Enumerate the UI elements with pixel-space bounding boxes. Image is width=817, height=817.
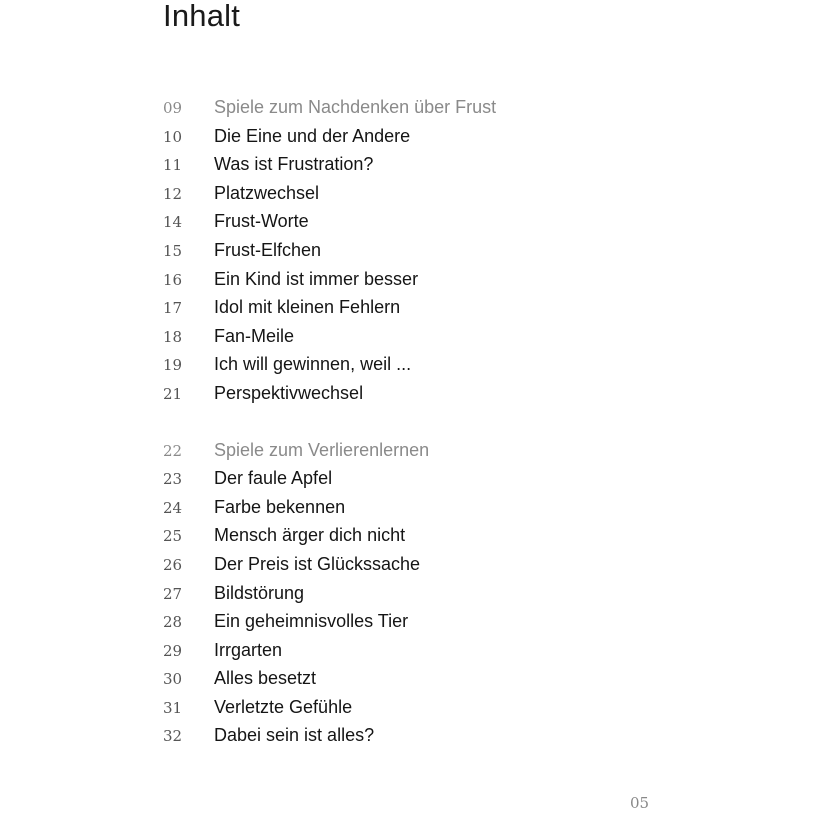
entry-page-number: 32 (163, 727, 183, 746)
toc-entry (163, 350, 663, 379)
entry-page-number: 25 (163, 527, 183, 546)
toc-entry (163, 607, 663, 636)
toc-section-verlieren (163, 436, 663, 751)
entry-title: Farbe bekennen (214, 496, 346, 517)
entry-page-number: 29 (163, 641, 183, 660)
toc-entry (163, 150, 663, 179)
entry-title: Dabei sein ist alles? (214, 725, 375, 746)
entry-page-number: 24 (163, 498, 183, 517)
entry-title: Alles besetzt (214, 668, 317, 689)
table-of-contents (163, 93, 663, 750)
toc-entry (163, 179, 663, 208)
entry-title: Ich will gewinnen, weil ... (214, 354, 412, 375)
entry-page-number: 10 (163, 127, 183, 146)
entry-title: Der Preis ist Glückssache (214, 553, 421, 574)
entry-page-number: 17 (163, 299, 183, 318)
toc-entry (163, 122, 663, 151)
section-page-number: 22 (163, 441, 183, 460)
entry-page-number: 15 (163, 241, 183, 260)
entry-page-number: 18 (163, 327, 183, 346)
toc-entry (163, 207, 663, 236)
toc-entry (163, 236, 663, 265)
page-number: 05 (630, 794, 650, 812)
toc-entry (163, 664, 663, 693)
entry-title: Irrgarten (214, 639, 283, 660)
entry-title: Fan-Meile (214, 325, 295, 346)
toc-entry (163, 464, 663, 493)
toc-entry (163, 550, 663, 579)
section-page-number: 09 (163, 99, 183, 117)
entry-page-number: 16 (163, 270, 183, 289)
entry-title: Bildstörung (214, 582, 305, 603)
page-title: Inhalt (163, 0, 241, 33)
entry-title: Perspektivwechsel (214, 382, 364, 403)
section-heading-label: Spiele zum Nachdenken über Frust (214, 97, 497, 117)
entry-title: Ein geheimnisvolles Tier (214, 611, 409, 632)
entry-title: Frust-Elfchen (214, 239, 322, 260)
entry-title: Ein Kind ist immer besser (214, 268, 419, 289)
toc-entry (163, 293, 663, 322)
toc-entry (163, 521, 663, 550)
toc-entry (163, 693, 663, 722)
entry-page-number: 12 (163, 184, 183, 203)
entry-page-number: 23 (163, 470, 183, 489)
entry-page-number: 31 (163, 698, 183, 717)
entry-title: Was ist Frustration? (214, 154, 374, 175)
entry-page-number: 28 (163, 613, 183, 632)
entry-page-number: 26 (163, 555, 183, 574)
entry-title: Frust-Worte (214, 211, 309, 232)
toc-entry (163, 493, 663, 522)
entry-page-number: 21 (163, 384, 183, 403)
entry-page-number: 11 (163, 156, 183, 175)
toc-section-frust (163, 93, 663, 408)
toc-entry (163, 322, 663, 351)
entry-page-number: 14 (163, 213, 183, 232)
section-heading (163, 93, 663, 122)
entry-page-number: 19 (163, 356, 183, 375)
toc-entry (163, 636, 663, 665)
section-heading-label: Spiele zum Verlierenlernen (214, 439, 430, 460)
entry-page-number: 27 (163, 584, 183, 603)
entry-page-number: 30 (163, 670, 183, 689)
section-heading (163, 436, 663, 465)
toc-entry (163, 379, 663, 408)
entry-title: Mensch ärger dich nicht (214, 525, 406, 546)
toc-entry (163, 265, 663, 294)
toc-entry (163, 579, 663, 608)
toc-entry (163, 721, 663, 750)
entry-title: Idol mit kleinen Fehlern (214, 297, 401, 318)
entry-title: Platzwechsel (214, 182, 320, 203)
entry-title: Die Eine und der Andere (214, 125, 411, 146)
entry-title: Verletzte Gefühle (214, 696, 353, 717)
entry-title: Der faule Apfel (214, 468, 333, 489)
